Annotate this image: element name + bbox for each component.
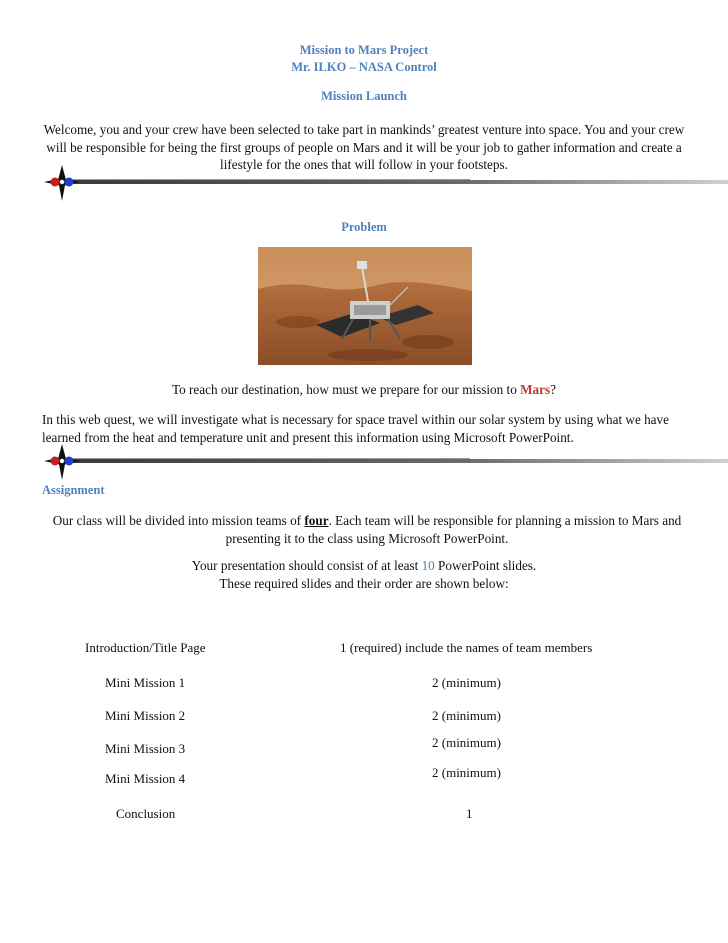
compass-star-divider-icon <box>42 442 728 482</box>
slide-count: 2 (minimum) <box>432 708 501 723</box>
slide-count: 2 (minimum) <box>432 735 501 750</box>
slide-count: 2 (minimum) <box>432 765 501 780</box>
requirement-line <box>0 557 728 575</box>
slide-name: Mini Mission 2 <box>105 708 186 723</box>
slide-count: 1 <box>466 806 473 821</box>
page-subtitle: Mr. ILKO – NASA Control <box>291 60 437 74</box>
compass-star-divider-icon <box>42 163 728 203</box>
section-heading-assignment: Assignment <box>42 483 105 497</box>
slide-name: Mini Mission 4 <box>105 771 186 786</box>
problem-question <box>0 381 728 399</box>
problem-paragraph <box>42 411 722 446</box>
requirement-line: These required slides and their order are shown below: <box>219 575 509 591</box>
slide-name: Mini Mission 3 <box>105 741 186 756</box>
slide-name: Mini Mission 1 <box>105 675 186 690</box>
page-title: Mission to Mars Project <box>299 43 429 57</box>
section-heading-mission-launch: Mission Launch <box>321 89 407 103</box>
question-text: To reach our destination, how must we prepare for our mission to <box>172 382 521 397</box>
problem-line: learned from the heat and temperature unit and present this information using Microsoft PowerPoint. <box>42 429 574 445</box>
presentation-requirements <box>0 557 728 592</box>
slide-count: 2 (minimum) <box>432 675 501 690</box>
assignment-paragraph <box>42 512 692 547</box>
slide-name: Introduction/Title Page <box>85 640 206 655</box>
welcome-line: will be responsible for being the first groups of people on Mars and it will be your job to gather information and create a <box>46 139 682 155</box>
requirement-text: PowerPoint slides. <box>434 558 537 573</box>
assignment-text: . Each team will be responsible for planning a mission to Mars and <box>328 513 682 528</box>
assignment-line <box>42 512 692 530</box>
slide-count: 1 (required) include the names of team members <box>340 640 593 655</box>
slide-count-highlight: 10 <box>421 558 435 573</box>
welcome-line: Welcome, you and your crew have been selected to take part in mankinds’ greatest venture into space. You and your crew <box>43 122 685 137</box>
question-mark: ? <box>550 382 556 397</box>
team-size-highlight: four <box>304 513 329 528</box>
requirement-text: Your presentation should consist of at least <box>191 558 422 573</box>
assignment-text: Our class will be divided into mission teams of <box>52 513 305 528</box>
section-heading-problem: Problem <box>341 220 387 234</box>
assignment-line: presenting it to the class using Microsoft PowerPoint. <box>225 530 509 546</box>
mars-highlight: Mars <box>520 382 551 397</box>
mars-lander-photo <box>258 247 472 365</box>
welcome-line: lifestyle for the ones that will follow in your footsteps. <box>220 157 508 172</box>
problem-line: In this web quest, we will investigate what is necessary for space travel within our solar system by using what we have <box>42 412 669 427</box>
slide-name: Conclusion <box>116 806 176 821</box>
